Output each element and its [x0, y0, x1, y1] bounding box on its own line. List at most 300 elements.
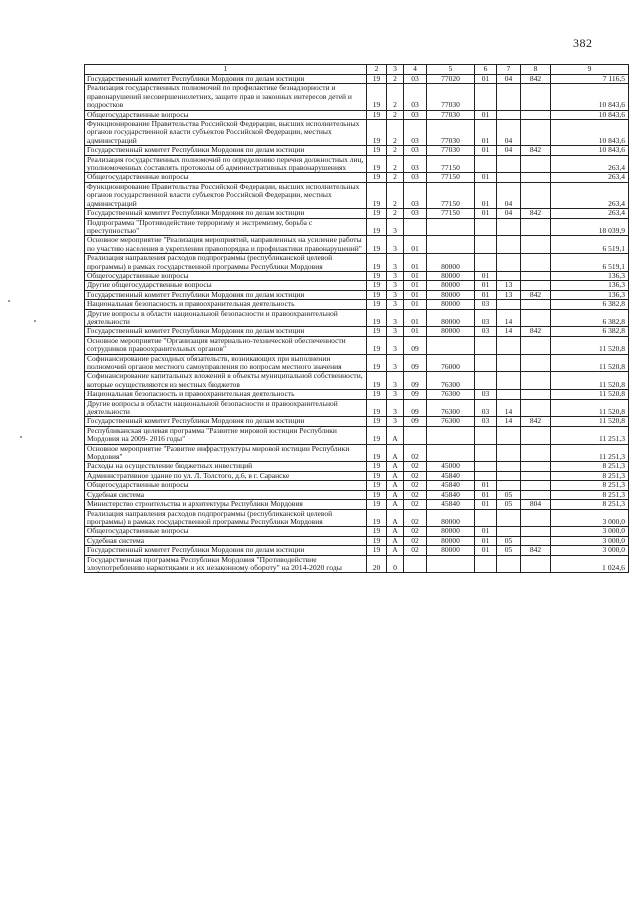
amount-cell: 11 520,8 — [551, 390, 629, 399]
code-cell: 76300 — [427, 417, 475, 426]
code-cell: 77150 — [427, 155, 475, 173]
code-cell: 03 — [404, 209, 427, 218]
code-cell — [497, 555, 521, 573]
code-cell: 842 — [521, 327, 551, 336]
code-cell: 19 — [367, 399, 387, 417]
code-cell: 19 — [367, 546, 387, 555]
code-cell — [427, 218, 475, 236]
row-name-cell: Основное мероприятие "Организация материально-технической обеспеченности сотрудников правоохранительных органов" — [85, 336, 367, 354]
table-row — [85, 527, 629, 536]
row-name-cell: Другие вопросы в области национальной безопасности и правоохранительной деятельности — [85, 399, 367, 417]
code-cell — [521, 84, 551, 110]
code-cell — [521, 462, 551, 471]
code-cell — [497, 444, 521, 462]
table-row — [85, 146, 629, 155]
code-cell — [521, 236, 551, 254]
code-cell: 19 — [367, 75, 387, 84]
table-row — [85, 399, 629, 417]
code-cell: 3 — [387, 327, 404, 336]
code-cell: 842 — [521, 75, 551, 84]
code-cell — [521, 555, 551, 573]
code-cell: 14 — [497, 309, 521, 327]
code-cell: 80000 — [427, 271, 475, 280]
code-cell — [521, 218, 551, 236]
code-cell: А — [387, 444, 404, 462]
header-cell: 5 — [427, 65, 475, 75]
amount-cell: 8 251,3 — [551, 471, 629, 480]
code-cell: А — [387, 426, 404, 444]
code-cell: 76300 — [427, 399, 475, 417]
code-cell: 3 — [387, 399, 404, 417]
code-cell — [497, 390, 521, 399]
amount-cell: 3 000,0 — [551, 527, 629, 536]
code-cell: 02 — [404, 471, 427, 480]
table-row — [85, 354, 629, 372]
code-cell: 03 — [404, 182, 427, 208]
code-cell: 19 — [367, 309, 387, 327]
code-cell — [521, 309, 551, 327]
code-cell: 09 — [404, 399, 427, 417]
amount-cell: 11 520,8 — [551, 372, 629, 390]
code-cell — [475, 555, 497, 573]
code-cell: 01 — [404, 281, 427, 290]
code-cell: 2 — [387, 155, 404, 173]
row-name-cell: Республиканская целевая программа "Развитие мировой юстиции Республики Мордовия на 2009- 2016 годы" — [85, 426, 367, 444]
table-row — [85, 209, 629, 218]
margin-speck — [34, 320, 36, 322]
amount-cell: 136,3 — [551, 290, 629, 299]
code-cell — [497, 481, 521, 490]
margin-speck — [20, 436, 22, 438]
code-cell: 01 — [475, 110, 497, 119]
amount-cell: 11 520,8 — [551, 354, 629, 372]
code-cell — [497, 354, 521, 372]
code-cell: 77030 — [427, 120, 475, 146]
code-cell: А — [387, 462, 404, 471]
row-name-cell: Основное мероприятие "Развитие инфраструктуры мировой юстиции Республики Мордовия" — [85, 444, 367, 462]
table-row — [85, 336, 629, 354]
amount-cell: 6 519,1 — [551, 236, 629, 254]
code-cell: 45000 — [427, 462, 475, 471]
table-row — [85, 509, 629, 527]
row-name-cell: Государственный комитет Республики Мордовия по делам юстиции — [85, 327, 367, 336]
code-cell: 45840 — [427, 490, 475, 499]
code-cell: 80000 — [427, 536, 475, 545]
code-cell: 842 — [521, 290, 551, 299]
table-row — [85, 426, 629, 444]
header-cell: 4 — [404, 65, 427, 75]
code-cell: 01 — [404, 309, 427, 327]
code-cell: 45840 — [427, 500, 475, 509]
code-cell — [521, 336, 551, 354]
code-cell: 01 — [475, 173, 497, 182]
code-cell: 19 — [367, 327, 387, 336]
code-cell: 09 — [404, 372, 427, 390]
code-cell: 02 — [404, 500, 427, 509]
code-cell — [497, 84, 521, 110]
table-row — [85, 390, 629, 399]
code-cell: 14 — [497, 417, 521, 426]
code-cell: 80000 — [427, 546, 475, 555]
code-cell: 3 — [387, 336, 404, 354]
header-cell: 6 — [475, 65, 497, 75]
code-cell: 19 — [367, 490, 387, 499]
row-name-cell: Государственный комитет Республики Мордовия по делам юстиции — [85, 75, 367, 84]
amount-cell: 8 251,3 — [551, 481, 629, 490]
code-cell: 19 — [367, 254, 387, 272]
amount-cell: 8 251,3 — [551, 490, 629, 499]
code-cell: 80000 — [427, 309, 475, 327]
code-cell: 77020 — [427, 75, 475, 84]
code-cell: 02 — [404, 527, 427, 536]
row-name-cell: Основное мероприятие "Реализация мероприятий, направленных на усиление работы по участию населения в укреплении правопорядка и профилактики правонарушений" — [85, 236, 367, 254]
row-name-cell: Реализация государственных полномочий по определению перечня должностных лиц, уполномоченных составлять протоколы об административных правонарушениях — [85, 155, 367, 173]
code-cell: 19 — [367, 173, 387, 182]
code-cell — [497, 426, 521, 444]
amount-cell: 11 520,8 — [551, 399, 629, 417]
code-cell: 19 — [367, 509, 387, 527]
amount-cell: 263,4 — [551, 155, 629, 173]
code-cell: 2 — [387, 182, 404, 208]
code-cell — [521, 110, 551, 119]
code-cell: 01 — [475, 527, 497, 536]
code-cell: 03 — [475, 417, 497, 426]
code-cell: 09 — [404, 390, 427, 399]
code-cell: 19 — [367, 500, 387, 509]
table-row — [85, 462, 629, 471]
code-cell: 19 — [367, 417, 387, 426]
code-cell: 2 — [387, 173, 404, 182]
row-name-cell: Софинансирование капитальных вложений в объекты муниципальной собственности, которые осуществляются из местных бюджетов — [85, 372, 367, 390]
row-name-cell: Государственный комитет Республики Мордовия по делам юстиции — [85, 417, 367, 426]
code-cell — [497, 372, 521, 390]
row-name-cell: Другие общегосударственные вопросы — [85, 281, 367, 290]
code-cell: 3 — [387, 271, 404, 280]
code-cell — [521, 155, 551, 173]
code-cell: 3 — [387, 354, 404, 372]
code-cell: 01 — [475, 500, 497, 509]
code-cell: 04 — [497, 120, 521, 146]
code-cell — [427, 236, 475, 254]
table-row — [85, 300, 629, 309]
amount-cell: 11 520,8 — [551, 417, 629, 426]
code-cell: 45840 — [427, 481, 475, 490]
code-cell: 09 — [404, 336, 427, 354]
code-cell: 3 — [387, 390, 404, 399]
code-cell: 80000 — [427, 254, 475, 272]
table-row — [85, 120, 629, 146]
code-cell — [497, 173, 521, 182]
code-cell: 02 — [404, 481, 427, 490]
code-cell: 02 — [404, 536, 427, 545]
code-cell — [521, 444, 551, 462]
code-cell: 19 — [367, 390, 387, 399]
code-cell: 03 — [404, 110, 427, 119]
code-cell — [475, 444, 497, 462]
budget-sheet — [84, 64, 628, 573]
code-cell: 77150 — [427, 173, 475, 182]
code-cell: 04 — [497, 146, 521, 155]
code-cell: А — [387, 527, 404, 536]
code-cell: А — [387, 481, 404, 490]
code-cell — [521, 120, 551, 146]
header-cell: 7 — [497, 65, 521, 75]
code-cell: 19 — [367, 146, 387, 155]
code-cell: 19 — [367, 290, 387, 299]
code-cell: 19 — [367, 372, 387, 390]
code-cell: 05 — [497, 546, 521, 555]
amount-cell: 6 382,8 — [551, 327, 629, 336]
code-cell: А — [387, 509, 404, 527]
code-cell: 03 — [404, 173, 427, 182]
code-cell: 01 — [404, 327, 427, 336]
code-cell: 842 — [521, 146, 551, 155]
code-cell: 01 — [475, 536, 497, 545]
code-cell: 02 — [404, 546, 427, 555]
code-cell — [475, 236, 497, 254]
code-cell: 01 — [404, 254, 427, 272]
code-cell: 804 — [521, 500, 551, 509]
table-row — [85, 254, 629, 272]
amount-cell: 3 000,0 — [551, 546, 629, 555]
table-row — [85, 481, 629, 490]
code-cell: 19 — [367, 218, 387, 236]
table-row — [85, 500, 629, 509]
row-name-cell: Судебная система — [85, 536, 367, 545]
code-cell: 01 — [475, 281, 497, 290]
code-cell: 19 — [367, 426, 387, 444]
amount-cell: 6 519,1 — [551, 254, 629, 272]
code-cell: А — [387, 536, 404, 545]
amount-cell: 8 251,3 — [551, 462, 629, 471]
row-name-cell: Подпрограмма "Противодействие терроризму и экстремизму, борьба с преступностью" — [85, 218, 367, 236]
code-cell — [497, 110, 521, 119]
code-cell: 02 — [404, 462, 427, 471]
code-cell: 19 — [367, 110, 387, 119]
row-name-cell: Функционирование Правительства Российской Федерации, высших исполнительных органов государственной власти субъектов Российской Федерации, местных администраций — [85, 182, 367, 208]
row-name-cell: Государственная программа Республики Мордовия "Противодействие злоупотреблению наркотиками и их незаконному обороту" на 2014-2020 годы — [85, 555, 367, 573]
code-cell: 77030 — [427, 110, 475, 119]
amount-cell: 8 251,3 — [551, 500, 629, 509]
code-cell: 2 — [387, 120, 404, 146]
amount-cell: 10 843,6 — [551, 120, 629, 146]
code-cell — [475, 155, 497, 173]
row-name-cell: Национальная безопасность и правоохранительная деятельность — [85, 300, 367, 309]
code-cell: 03 — [475, 309, 497, 327]
code-cell: 02 — [404, 444, 427, 462]
amount-cell: 3 000,0 — [551, 536, 629, 545]
table-row — [85, 218, 629, 236]
table-header — [85, 65, 629, 75]
code-cell — [521, 173, 551, 182]
code-cell — [427, 426, 475, 444]
code-cell: 01 — [404, 300, 427, 309]
code-cell: А — [387, 490, 404, 499]
code-cell: 03 — [404, 84, 427, 110]
code-cell: 03 — [475, 399, 497, 417]
code-cell: 03 — [404, 155, 427, 173]
code-cell — [521, 271, 551, 280]
code-cell: 04 — [497, 182, 521, 208]
code-cell: 01 — [475, 546, 497, 555]
code-cell — [497, 155, 521, 173]
amount-cell: 136,3 — [551, 271, 629, 280]
amount-cell: 1 024,6 — [551, 555, 629, 573]
code-cell: 01 — [475, 120, 497, 146]
table-row — [85, 327, 629, 336]
code-cell: 02 — [404, 509, 427, 527]
code-cell: 2 — [387, 146, 404, 155]
code-cell: 19 — [367, 300, 387, 309]
table-row — [85, 281, 629, 290]
code-cell — [521, 182, 551, 208]
code-cell — [427, 555, 475, 573]
amount-cell: 11 520,8 — [551, 336, 629, 354]
row-name-cell: Реализация направления расходов подпрограммы (республиканской целевой программы) в рамках государственной программы Республики Мордовия — [85, 509, 367, 527]
code-cell: 14 — [497, 399, 521, 417]
amount-cell: 6 382,8 — [551, 309, 629, 327]
code-cell: 19 — [367, 84, 387, 110]
code-cell: 05 — [497, 500, 521, 509]
code-cell: 19 — [367, 120, 387, 146]
code-cell — [521, 527, 551, 536]
code-cell: 2 — [387, 75, 404, 84]
margin-speck — [8, 300, 10, 302]
header-cell: 2 — [367, 65, 387, 75]
page-number: 382 — [573, 36, 593, 50]
code-cell — [404, 426, 427, 444]
code-cell: 80000 — [427, 509, 475, 527]
code-cell: 02 — [404, 490, 427, 499]
row-name-cell: Общегосударственные вопросы — [85, 527, 367, 536]
code-cell: 45840 — [427, 471, 475, 480]
code-cell: 2 — [387, 84, 404, 110]
code-cell — [475, 354, 497, 372]
code-cell: 842 — [521, 417, 551, 426]
code-cell — [521, 390, 551, 399]
code-cell: 19 — [367, 271, 387, 280]
amount-cell: 6 382,8 — [551, 300, 629, 309]
code-cell — [404, 218, 427, 236]
code-cell — [521, 300, 551, 309]
amount-cell: 263,4 — [551, 209, 629, 218]
code-cell: 01 — [475, 490, 497, 499]
code-cell: 03 — [404, 75, 427, 84]
code-cell: 76300 — [427, 372, 475, 390]
row-name-cell: Функционирование Правительства Российской Федерации, высших исполнительных органов государственной власти субъектов Российской Федерации, местных администраций — [85, 120, 367, 146]
amount-cell: 7 116,5 — [551, 75, 629, 84]
code-cell: 3 — [387, 254, 404, 272]
row-name-cell: Реализация государственных полномочий по профилактике безнадзорности и правонарушений несовершеннолетних, защите прав и законных интересов детей и подростков — [85, 84, 367, 110]
code-cell: 01 — [404, 236, 427, 254]
table-row — [85, 372, 629, 390]
code-cell: 19 — [367, 527, 387, 536]
code-cell: 3 — [387, 236, 404, 254]
code-cell: 76300 — [427, 390, 475, 399]
amount-cell: 11 251,3 — [551, 444, 629, 462]
table-row — [85, 555, 629, 573]
header-row — [85, 65, 629, 75]
header-cell: 8 — [521, 65, 551, 75]
code-cell — [521, 509, 551, 527]
code-cell: 05 — [497, 536, 521, 545]
code-cell: 01 — [475, 146, 497, 155]
code-cell: 19 — [367, 155, 387, 173]
table-row — [85, 444, 629, 462]
code-cell — [475, 84, 497, 110]
code-cell: 03 — [404, 146, 427, 155]
code-cell: 80000 — [427, 327, 475, 336]
code-cell: 76000 — [427, 354, 475, 372]
row-name-cell: Общегосударственные вопросы — [85, 271, 367, 280]
amount-cell: 10 843,6 — [551, 84, 629, 110]
code-cell: 19 — [367, 481, 387, 490]
header-cell: 9 — [551, 65, 629, 75]
code-cell — [427, 444, 475, 462]
code-cell: 0 — [387, 555, 404, 573]
row-name-cell: Другие вопросы в области национальной безопасности и правоохранительной деятельности — [85, 309, 367, 327]
code-cell: 04 — [497, 209, 521, 218]
row-name-cell: Административное здание по ул. Л. Толстого, д.6, в г. Саранске — [85, 471, 367, 480]
row-name-cell: Государственный комитет Республики Мордовия по делам юстиции — [85, 146, 367, 155]
code-cell: 19 — [367, 462, 387, 471]
code-cell — [497, 236, 521, 254]
table-row — [85, 309, 629, 327]
code-cell — [497, 300, 521, 309]
code-cell: 01 — [475, 209, 497, 218]
table-row — [85, 155, 629, 173]
code-cell — [521, 281, 551, 290]
code-cell: А — [387, 500, 404, 509]
code-cell: 03 — [475, 390, 497, 399]
amount-cell: 11 251,3 — [551, 426, 629, 444]
code-cell — [497, 527, 521, 536]
code-cell: 80000 — [427, 300, 475, 309]
code-cell — [475, 372, 497, 390]
code-cell — [475, 218, 497, 236]
code-cell: 03 — [475, 300, 497, 309]
code-cell: 01 — [404, 271, 427, 280]
code-cell: 01 — [404, 290, 427, 299]
code-cell: 3 — [387, 290, 404, 299]
code-cell: 19 — [367, 444, 387, 462]
code-cell: 01 — [475, 481, 497, 490]
code-cell: 77150 — [427, 182, 475, 208]
code-cell — [475, 509, 497, 527]
code-cell: 09 — [404, 417, 427, 426]
code-cell — [497, 509, 521, 527]
code-cell — [475, 336, 497, 354]
row-name-cell: Реализация направления расходов подпрограммы (республиканской целевой программы) в рамках государственной программы Республики Мордовия — [85, 254, 367, 272]
row-name-cell: Расходы на осуществление бюджетных инвестиций — [85, 462, 367, 471]
code-cell: 3 — [387, 218, 404, 236]
row-name-cell: Государственный комитет Республики Мордовия по делам юстиции — [85, 209, 367, 218]
code-cell — [497, 336, 521, 354]
table-row — [85, 182, 629, 208]
code-cell: 842 — [521, 209, 551, 218]
row-name-cell: Государственный комитет Республики Мордовия по делам юстиции — [85, 546, 367, 555]
code-cell — [521, 481, 551, 490]
header-cell: 3 — [387, 65, 404, 75]
code-cell — [521, 354, 551, 372]
code-cell: 2 — [387, 209, 404, 218]
code-cell — [497, 218, 521, 236]
code-cell: 13 — [497, 281, 521, 290]
code-cell: 842 — [521, 546, 551, 555]
row-name-cell: Государственный комитет Республики Мордовия по делам юстиции — [85, 290, 367, 299]
table-row — [85, 236, 629, 254]
code-cell: 04 — [497, 75, 521, 84]
